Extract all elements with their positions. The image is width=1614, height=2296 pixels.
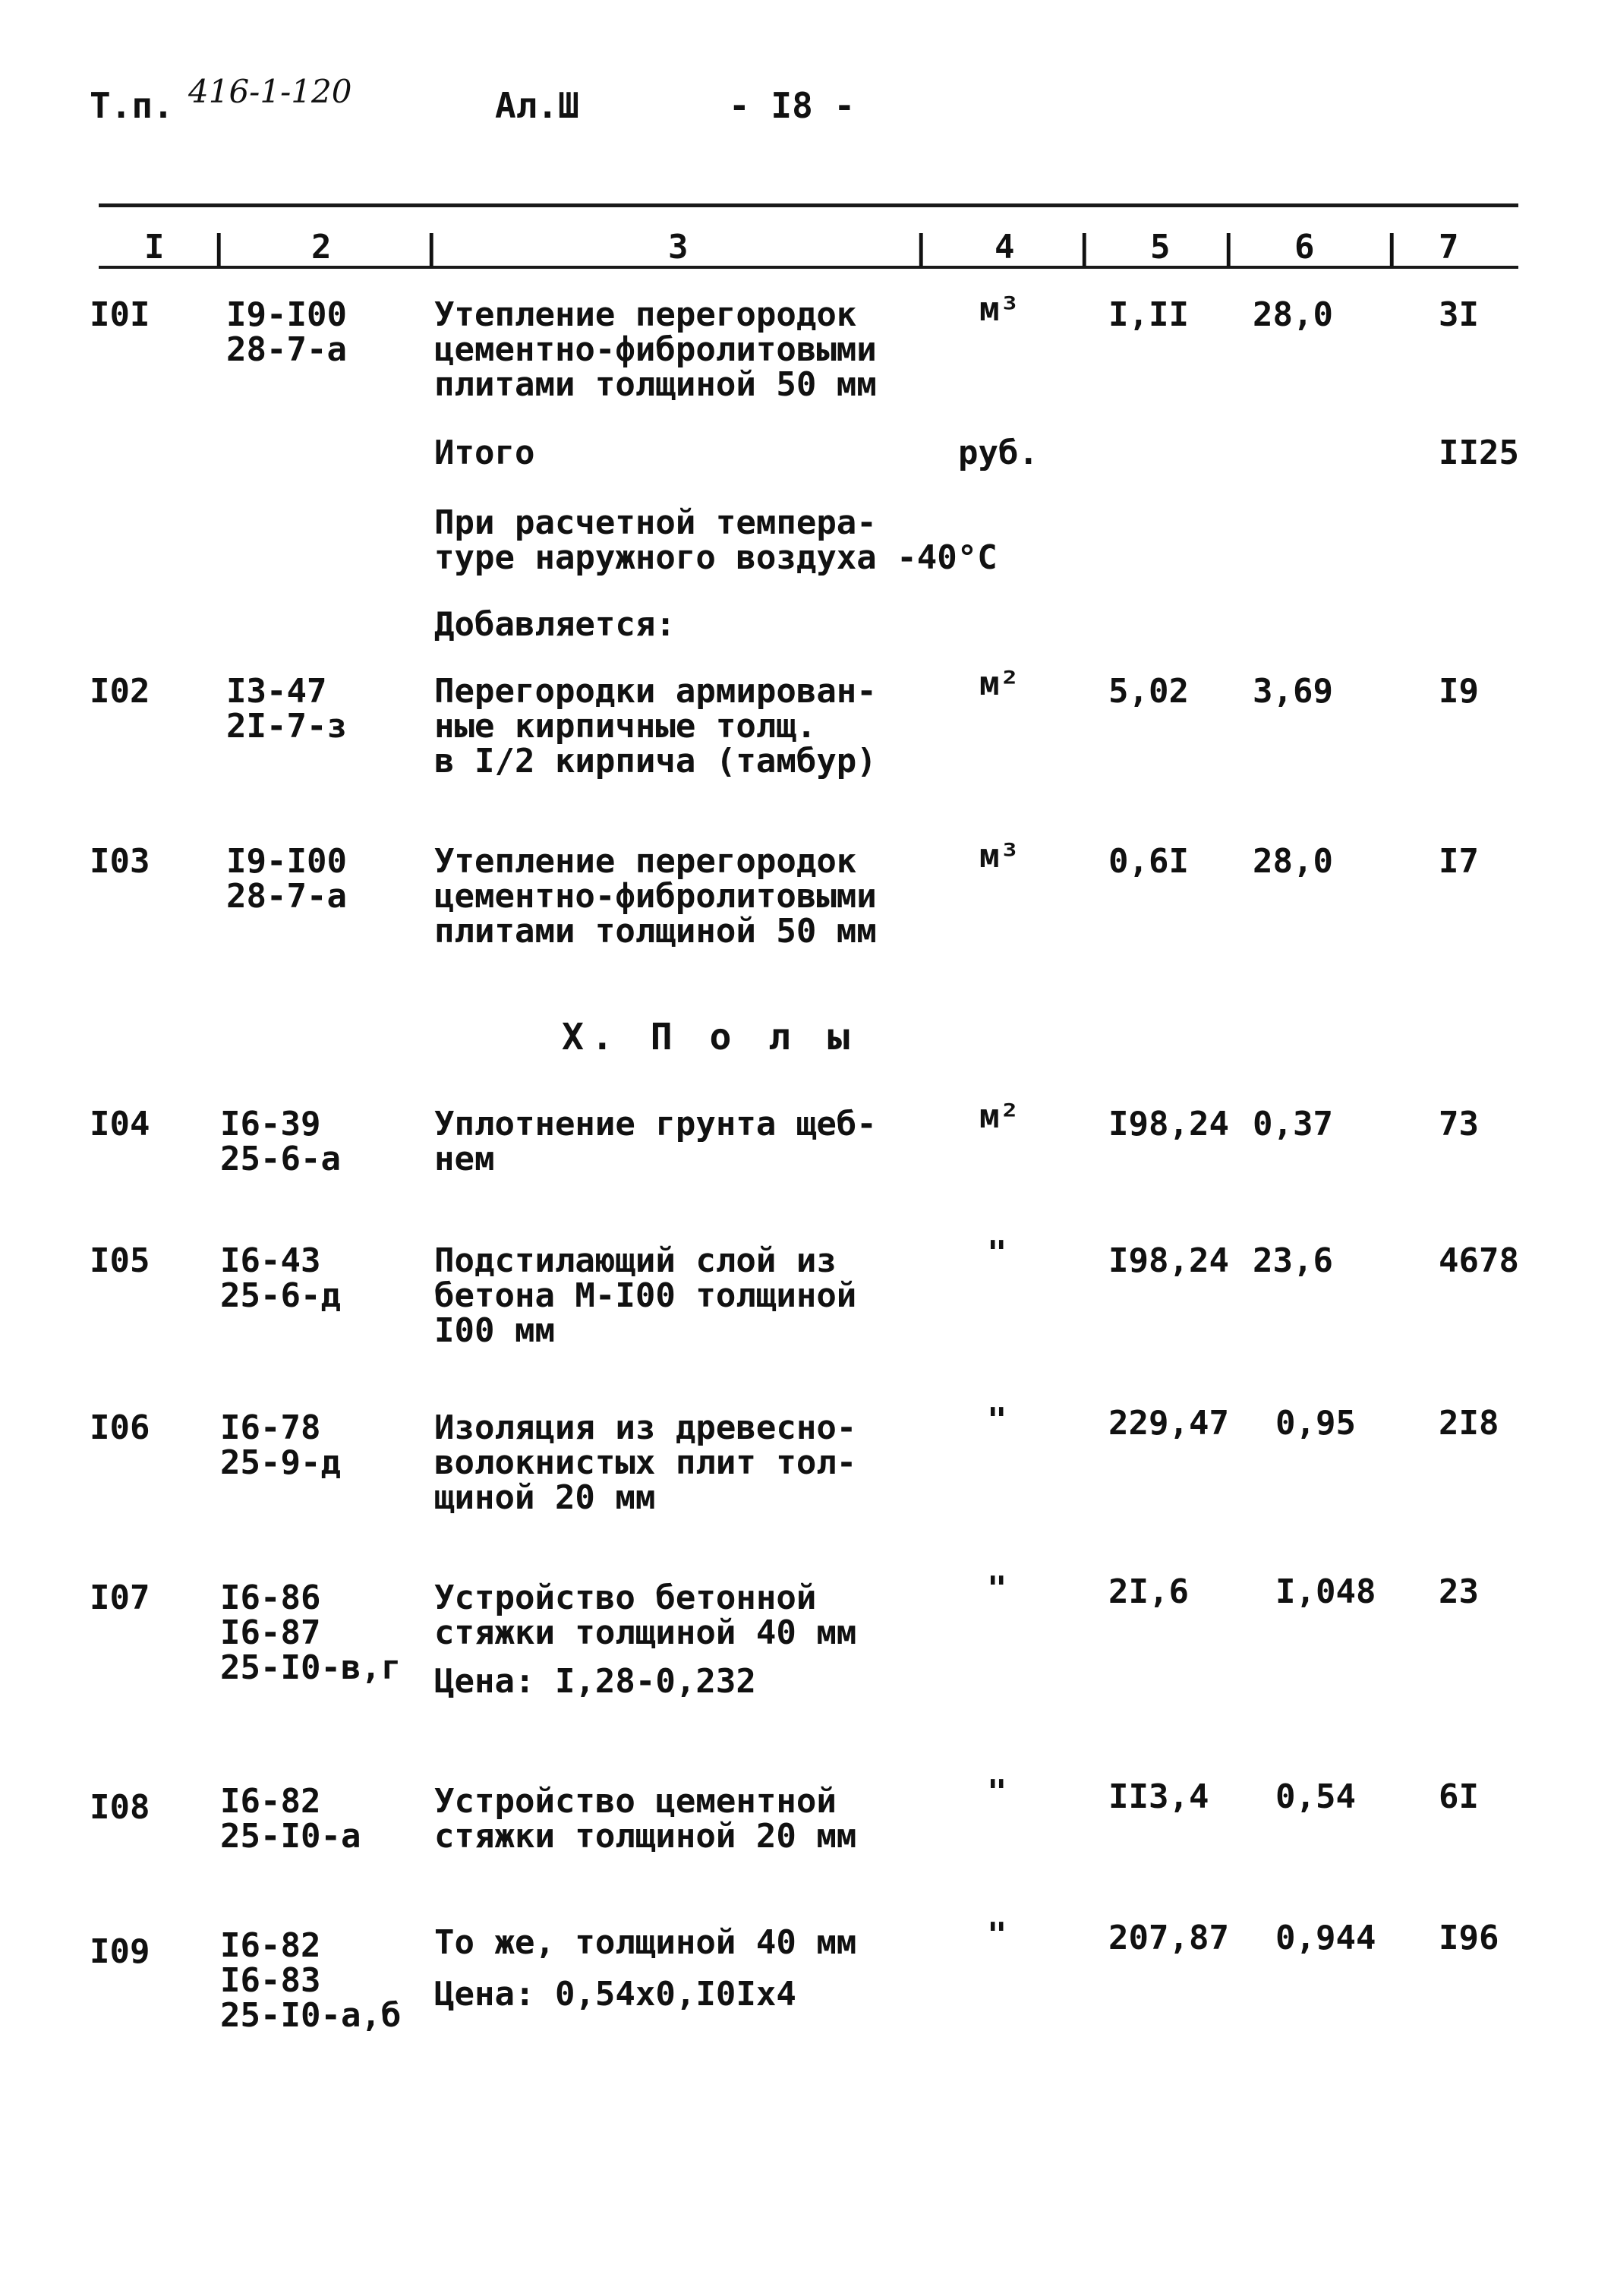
total-cost: 73 xyxy=(1439,1105,1479,1143)
subtotal-label: Итого xyxy=(434,434,535,472)
temperature-note: При расчетной темпера- туре наружного воздуха -40°С xyxy=(434,503,998,577)
price-formula: Цена: 0,54х0,I0Iх4 xyxy=(434,1975,796,2014)
project-code: 416-1-120 xyxy=(188,73,352,110)
norm-code: I3-47 2I-7-з xyxy=(226,672,347,746)
unit-ditto: " xyxy=(987,1773,1007,1812)
col-header-7: 7 xyxy=(1439,228,1459,266)
col-header-4: 4 xyxy=(995,228,1015,266)
added-label: Добавляется: xyxy=(434,605,676,644)
total-cost: 6I xyxy=(1439,1777,1479,1816)
col-separator: | xyxy=(209,228,229,266)
quantity: 5,02 xyxy=(1108,672,1189,711)
unit-ditto: " xyxy=(987,1234,1007,1273)
total-cost: I9 xyxy=(1439,672,1479,711)
col-separator: | xyxy=(1218,228,1239,266)
row-number: I06 xyxy=(90,1408,150,1447)
total-cost: 3I xyxy=(1439,295,1479,334)
norm-code: I9-I00 28-7-а xyxy=(226,842,347,916)
work-description: Уплотнение грунта щеб- нем xyxy=(434,1105,877,1178)
unit: м³ xyxy=(979,837,1020,875)
work-description: Перегородки армирован- ные кирпичные толщ. в I/2 кирпича (тамбур) xyxy=(434,672,877,781)
row-number: I07 xyxy=(90,1578,150,1617)
norm-code: I6-43 25-6-д xyxy=(220,1241,341,1315)
unit: м² xyxy=(979,664,1020,703)
unit: м³ xyxy=(979,290,1020,329)
unit-price: I,048 xyxy=(1275,1572,1376,1611)
work-description: Подстилающий слой из бетона М-I00 толщиной I00 мм xyxy=(434,1241,857,1350)
work-description: То же, толщиной 40 мм xyxy=(434,1923,857,1962)
total-cost: 23 xyxy=(1439,1572,1479,1611)
work-description: Изоляция из древесно- волокнистых плит тол- щиной 20 мм xyxy=(434,1408,857,1517)
unit-ditto: " xyxy=(987,1401,1007,1440)
album-label: Ал.Ш xyxy=(495,85,579,126)
row-number: I02 xyxy=(90,672,150,711)
quantity: 229,47 xyxy=(1108,1404,1229,1443)
unit-price: 0,54 xyxy=(1275,1777,1356,1816)
unit-price: 28,0 xyxy=(1253,842,1333,881)
quantity: 207,87 xyxy=(1108,1919,1229,1957)
work-description: Утепление перегородок цементно-фибролитовыми плитами толщиной 50 мм xyxy=(434,842,877,951)
work-description: Утепление перегородок цементно-фибролитовыми плитами толщиной 50 мм xyxy=(434,295,877,404)
row-number: I0I xyxy=(90,295,150,334)
quantity: 2I,6 xyxy=(1108,1572,1189,1611)
table-top-rule xyxy=(99,203,1518,207)
col-header-5: 5 xyxy=(1150,228,1171,266)
norm-code: I6-86 I6-87 25-I0-в,г xyxy=(220,1578,402,1687)
work-description: Устройство цементной стяжки толщиной 20 мм xyxy=(434,1782,857,1856)
quantity: I98,24 xyxy=(1108,1241,1229,1280)
total-cost: 4678 xyxy=(1439,1241,1519,1280)
unit-price: 0,944 xyxy=(1275,1919,1376,1957)
doc-prefix: Т.п. xyxy=(90,85,174,126)
norm-code: I6-82 25-I0-а xyxy=(220,1782,361,1856)
col-separator: | xyxy=(1074,228,1095,266)
quantity: II3,4 xyxy=(1108,1777,1209,1816)
norm-code: I6-78 25-9-д xyxy=(220,1408,341,1482)
row-number: I03 xyxy=(90,842,150,881)
subtotal-value: II25 xyxy=(1439,434,1519,472)
total-cost: I7 xyxy=(1439,842,1479,881)
total-cost: I96 xyxy=(1439,1919,1499,1957)
work-description: Устройство бетонной стяжки толщиной 40 мм xyxy=(434,1578,857,1652)
col-header-3: 3 xyxy=(668,228,689,266)
col-header-1: I xyxy=(144,228,165,266)
unit-ditto: " xyxy=(987,1916,1007,1954)
col-header-2: 2 xyxy=(311,228,332,266)
total-cost: 2I8 xyxy=(1439,1404,1499,1443)
norm-code: I6-82 I6-83 25-I0-а,б xyxy=(220,1926,402,2035)
quantity: I,II xyxy=(1108,295,1189,334)
unit-price: 0,37 xyxy=(1253,1105,1333,1143)
unit-price: 0,95 xyxy=(1275,1404,1356,1443)
col-separator: | xyxy=(1382,228,1402,266)
quantity: I98,24 xyxy=(1108,1105,1229,1143)
unit-price: 3,69 xyxy=(1253,672,1333,711)
row-number: I09 xyxy=(90,1932,150,1971)
unit-price: 28,0 xyxy=(1253,295,1333,334)
col-separator: | xyxy=(911,228,932,266)
quantity: 0,6I xyxy=(1108,842,1189,881)
norm-code: I6-39 25-6-а xyxy=(220,1105,341,1178)
unit: м² xyxy=(979,1097,1020,1136)
page-number: - I8 - xyxy=(729,85,856,126)
row-number: I04 xyxy=(90,1105,150,1143)
price-formula: Цена: I,28-0,232 xyxy=(434,1662,756,1701)
col-header-6: 6 xyxy=(1294,228,1315,266)
subtotal-unit: руб. xyxy=(958,434,1039,472)
unit-price: 23,6 xyxy=(1253,1241,1333,1280)
col-separator: | xyxy=(421,228,442,266)
row-number: I08 xyxy=(90,1788,150,1827)
norm-code: I9-I00 28-7-а xyxy=(226,295,347,369)
row-number: I05 xyxy=(90,1241,150,1280)
section-title: Х. П о л ы xyxy=(562,1016,857,1058)
unit-ditto: " xyxy=(987,1569,1007,1608)
